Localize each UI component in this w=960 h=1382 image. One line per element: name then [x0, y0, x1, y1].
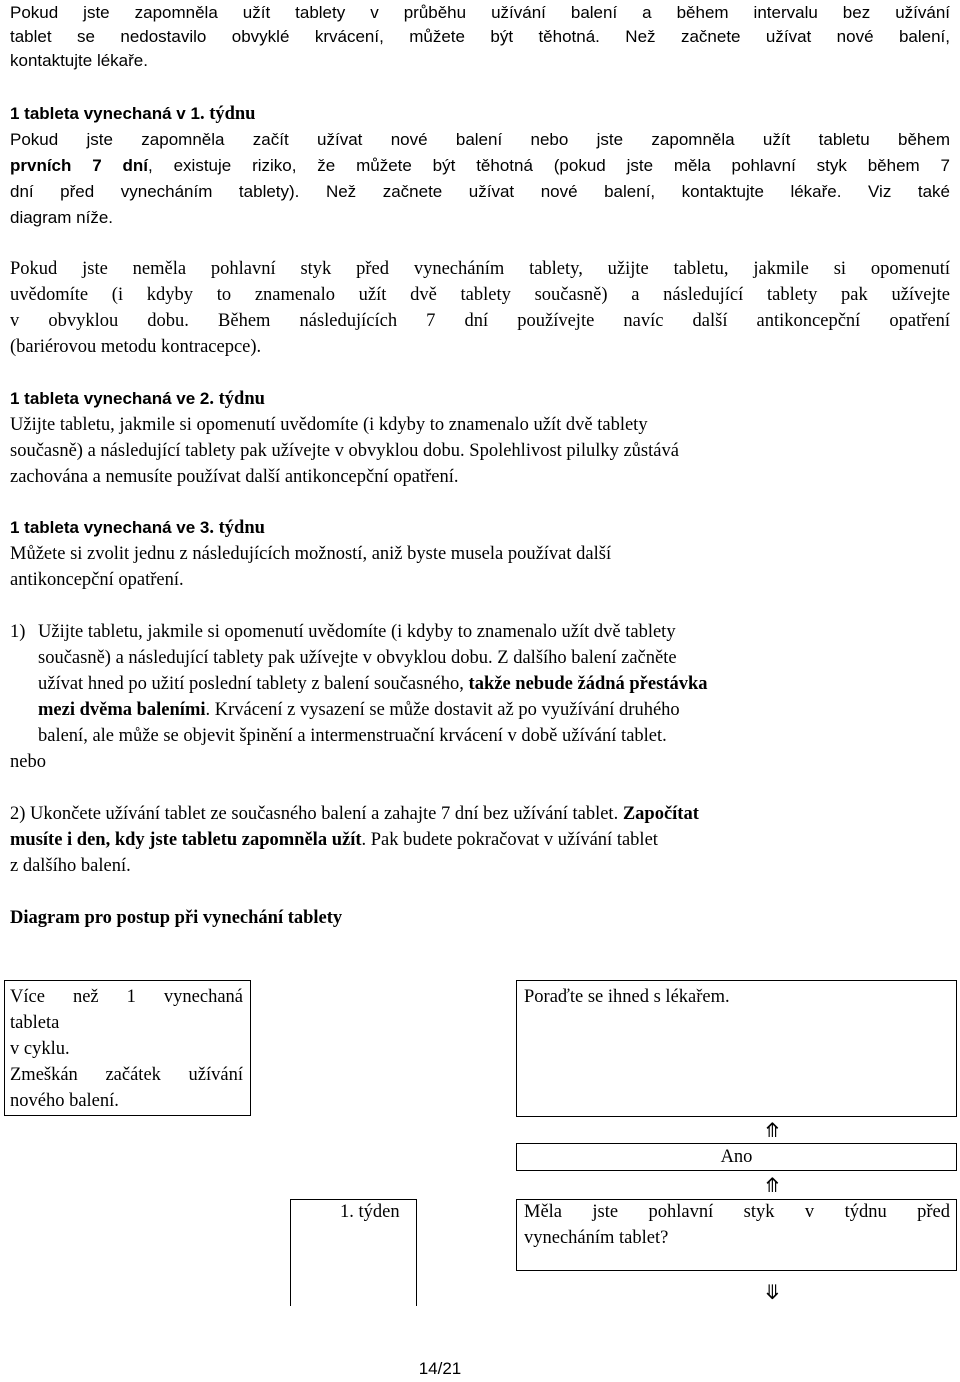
week3-line2: antikoncepční opatření.	[10, 570, 184, 590]
arrow-up-icon: ⤊	[764, 1120, 781, 1142]
diagram-left-box-text: Více než 1 vynechaná tableta v cyklu. Zmeškán začátek užívání nového balení.	[10, 987, 243, 1111]
week1-p1-line4: diagram níže.	[10, 208, 113, 227]
week1-p2-line1: Pokud jste neměla pohlavní styk před vynecháním tablety, užijte tabletu, jakmile si opomenutí	[10, 259, 950, 279]
week1-p2-line4: (bariérovou metodu kontracepce).	[10, 337, 262, 357]
arrow-down-icon: ⤋	[764, 1282, 781, 1304]
page-number: 14/21	[418, 1359, 462, 1378]
week1-p1-line2: prvních 7 dní, existuje riziko, že můžete být těhotná (pokud jste měla pohlavní styk během 7	[10, 156, 951, 175]
diagram-title: Diagram pro postup při vynechání tablety	[10, 908, 343, 928]
option1-number: 1)	[10, 622, 26, 642]
option1-line3: užívat hned po užití poslední tablety z balení současného, takže nebude žádná přestávka	[38, 674, 708, 694]
week1-p1-line1: Pokud jste zapomněla začít užívat nové balení nebo jste zapomněla užít tabletu během	[10, 130, 950, 149]
week2-line1: Užijte tabletu, jakmile si opomenutí uvědomíte (i kdyby to znamenalo užít dvě tablety	[10, 415, 648, 435]
option1-line2: současně) a následující tablety pak užívejte v obvyklou dobu. Z dalšího balení začněte	[38, 648, 677, 668]
intro-line-2: tablet se nedostavilo obvyklé krvácení, můžete být těhotná. Než začnete užívat nové balení,	[10, 27, 950, 46]
diagram-advice-text: Poraďte se ihned s lékařem.	[524, 987, 730, 1007]
week1-p1-line3: dní před vynecháním tablety). Než začnete užívat nové balení, kontaktujte lékaře. Viz také	[10, 182, 950, 201]
option2-line2: musíte i den, kdy jste tabletu zapomněla užít. Pak budete pokračovat v užívání tablet	[10, 830, 658, 850]
arrow-up-icon: ⤊	[764, 1175, 781, 1197]
or-text: nebo	[10, 752, 46, 772]
week3-heading: 1 tableta vynechaná ve 3. týdnu	[10, 518, 265, 538]
option1-line5: balení, ale může se objevit špinění a intermenstruační krvácení v době užívání tablet.	[38, 726, 667, 746]
week2-line2: současně) a následující tablety pak užívejte v obvyklou dobu. Spolehlivost pilulky zůstává	[10, 441, 679, 461]
intro-line-1: Pokud jste zapomněla užít tablety v průběhu užívání balení a během intervalu bez užívání	[10, 3, 950, 22]
diagram-question-text: Měla jste pohlavní styk v týdnu před vynecháním tablet?	[524, 1202, 950, 1248]
week2-heading: 1 tableta vynechaná ve 2. týdnu	[10, 389, 265, 409]
option1-line4: mezi dvěma baleními. Krvácení z vysazení se může dostavit až po využívání druhého	[38, 700, 680, 720]
option2-line3: z dalšího balení.	[10, 856, 131, 876]
week-bracket-right	[416, 1199, 417, 1306]
week1-p2-line3: v obvyklou dobu. Během následujících 7 dní používejte navíc další antikoncepční opatření	[10, 311, 950, 331]
week-label: 1. týden	[340, 1202, 400, 1222]
week3-line1: Můžete si zvolit jednu z následujících možností, aniž byste musela používat další	[10, 544, 612, 564]
option1-line1: Užijte tabletu, jakmile si opomenutí uvědomíte (i kdyby to znamenalo užít dvě tablety	[38, 622, 676, 642]
diagram-yes-text: Ano	[720, 1147, 753, 1167]
week1-p2-line2: uvědomíte (i kdyby to znamenalo užít dvě tablety současně) a následující tablety pak užívejte	[10, 285, 950, 305]
week-bracket-left	[290, 1199, 291, 1306]
option2-line1: 2) Ukončete užívání tablet ze současného balení a zahajte 7 dní bez užívání tablet. Započítat	[10, 804, 699, 824]
intro-line-3: kontaktujte lékaře.	[10, 51, 148, 70]
week2-line3: zachována a nemusíte používat další antikoncepční opatření.	[10, 467, 459, 487]
week1-heading: 1 tableta vynechaná v 1. týdnu	[10, 104, 256, 124]
